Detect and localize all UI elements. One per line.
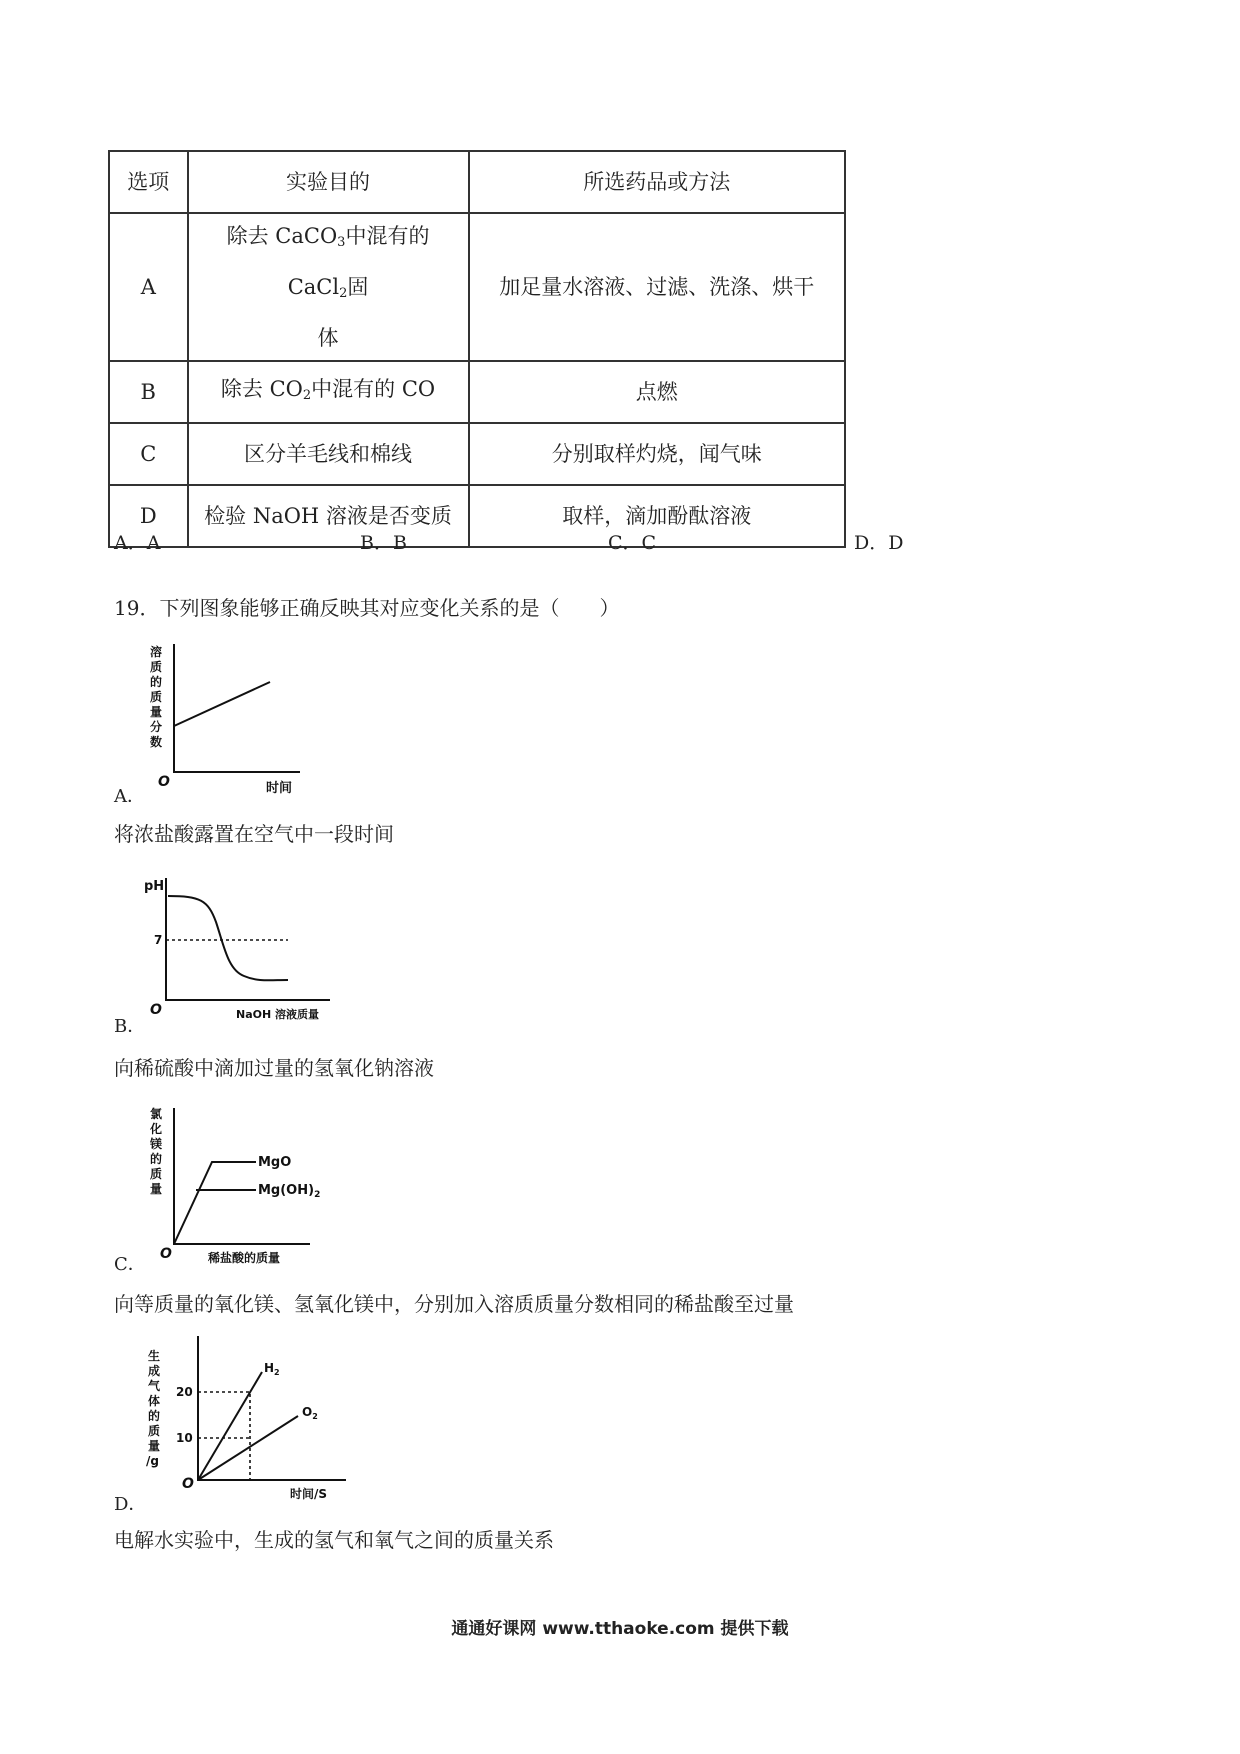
q19-option-c[interactable]: C． xyxy=(114,1254,146,1275)
row-goal: 区分羊毛线和棉线 xyxy=(188,423,469,485)
graph-a-xlabel: 时间 xyxy=(266,781,293,796)
row-goal: 除去 $CO_2$中混有的 CO xyxy=(188,361,469,423)
svg-text:气: 气 xyxy=(148,1379,161,1393)
svg-text:的: 的 xyxy=(148,1409,161,1423)
graph-c-origin: O xyxy=(160,1246,172,1262)
svg-text:体: 体 xyxy=(148,1394,161,1408)
row-goal: 检验 NaOH 溶液是否变质 xyxy=(188,485,469,547)
graph-b-curve xyxy=(168,896,288,980)
row-option: C xyxy=(109,423,188,485)
graph-d-axes xyxy=(198,1336,346,1480)
q18-choice-a[interactable]: A．A xyxy=(114,532,161,554)
graph-d-tick-10: 10 xyxy=(176,1431,193,1445)
graph-d-origin: O xyxy=(182,1476,194,1492)
graph-c-ylabel xyxy=(149,1106,162,1196)
graph-a-axes xyxy=(174,644,300,772)
svg-text:量: 量 xyxy=(148,1439,161,1453)
svg-text:数: 数 xyxy=(150,735,163,749)
table-row xyxy=(109,361,845,423)
svg-text:成: 成 xyxy=(148,1364,161,1378)
row-option: D xyxy=(109,485,188,547)
graph-a-ylabel xyxy=(150,644,162,749)
row-goal: 除去 CaCO$_3$中混有的 CaCl$_2$固 体 xyxy=(188,213,469,361)
graph-d-series-o2: $O_2$ xyxy=(302,1405,318,1421)
graph-d-series-h2: $H_2$ xyxy=(264,1361,280,1377)
page-footer: 通通好课网 www.tthaoke.com 提供下载 xyxy=(451,1619,789,1639)
graph-b-xlabel: NaOH 溶液质量 xyxy=(236,1008,320,1021)
svg-text:质: 质 xyxy=(150,690,163,704)
header-option: 选项 xyxy=(109,151,188,213)
row-option: A xyxy=(109,213,188,361)
q19-option-b-desc: 向稀硫酸中滴加过量的氢氧化钠溶液 xyxy=(114,1056,434,1080)
row-option: B xyxy=(109,361,188,423)
q19-option-a-desc: 将浓盐酸露置在空气中一段时间 xyxy=(114,822,394,846)
table-header-row xyxy=(109,151,845,213)
table-row xyxy=(109,423,845,485)
svg-text:质: 质 xyxy=(148,1424,161,1438)
svg-text:生: 生 xyxy=(148,1349,161,1363)
graph-d-tick-20: 20 xyxy=(176,1385,193,1399)
svg-text:量: 量 xyxy=(150,705,163,719)
graph-d-o2-line xyxy=(198,1416,298,1480)
table-row xyxy=(109,213,845,361)
row-method: 取样，滴加酚酞溶液 xyxy=(469,485,845,547)
q19-option-d-desc: 电解水实验中，生成的氢气和氧气之间的质量关系 xyxy=(114,1528,554,1552)
graph-c-series-mgoh2: $Mg(OH)_2$ xyxy=(258,1183,321,1200)
svg-text:质: 质 xyxy=(150,1167,163,1181)
graph-c-series-mgo: MgO xyxy=(258,1155,292,1170)
graph-c-mgo-line xyxy=(174,1162,256,1244)
graph-b-origin: O xyxy=(150,1002,162,1018)
graph-b-tick-7: 7 xyxy=(154,933,163,947)
q19-option-c-desc: 向等质量的氧化镁、氢氧化镁中，分别加入溶质质量分数相同的稀盐酸至过量 xyxy=(114,1292,794,1316)
graph-c xyxy=(140,1104,370,1274)
header-goal: 实验目的 xyxy=(188,151,469,213)
graph-d-xlabel: 时间/S xyxy=(290,1487,328,1501)
svg-text:的: 的 xyxy=(150,1152,163,1166)
row-method: 分别取样灼烧，闻气味 xyxy=(469,423,845,485)
svg-text:量: 量 xyxy=(150,1182,163,1196)
q19-stem: 19．下列图象能够正确反映其对应变化关系的是（ ） xyxy=(114,596,620,620)
svg-text:镁: 镁 xyxy=(150,1137,163,1151)
svg-text:化: 化 xyxy=(150,1122,163,1136)
graph-b xyxy=(140,872,370,1032)
graph-a xyxy=(140,640,320,800)
svg-text:/g: /g xyxy=(146,1454,159,1468)
graph-d-ylabel xyxy=(146,1348,161,1468)
svg-text:氯: 氯 xyxy=(150,1107,163,1121)
q18-choice-b[interactable]: B．B xyxy=(360,532,407,554)
graph-d-h2-line xyxy=(198,1372,262,1480)
graph-b-ylabel: pH xyxy=(144,879,165,894)
svg-text:溶: 溶 xyxy=(150,645,163,659)
row-method: 点燃 xyxy=(469,361,845,423)
experiment-table xyxy=(108,150,846,548)
graph-a-origin: O xyxy=(158,774,170,790)
q19-option-d[interactable]: D． xyxy=(114,1494,147,1515)
graph-a-line xyxy=(174,682,270,726)
graph-c-axes xyxy=(174,1108,310,1244)
graph-c-xlabel: 稀盐酸的质量 xyxy=(208,1251,281,1265)
table-row xyxy=(109,485,845,547)
q19-option-b[interactable]: B． xyxy=(114,1016,146,1037)
q18-choice-c[interactable]: C．C xyxy=(608,532,657,554)
graph-d xyxy=(140,1330,380,1510)
q19-option-a[interactable]: A． xyxy=(114,786,145,807)
svg-text:分: 分 xyxy=(150,720,163,734)
svg-text:的: 的 xyxy=(150,675,163,689)
q18-choice-d[interactable]: D．D xyxy=(854,532,904,554)
row-method: 加足量水溶液、过滤、洗涤、烘干 xyxy=(469,213,845,361)
header-method: 所选药品或方法 xyxy=(469,151,845,213)
graph-b-axes xyxy=(166,878,330,1000)
svg-text:质: 质 xyxy=(150,660,163,674)
